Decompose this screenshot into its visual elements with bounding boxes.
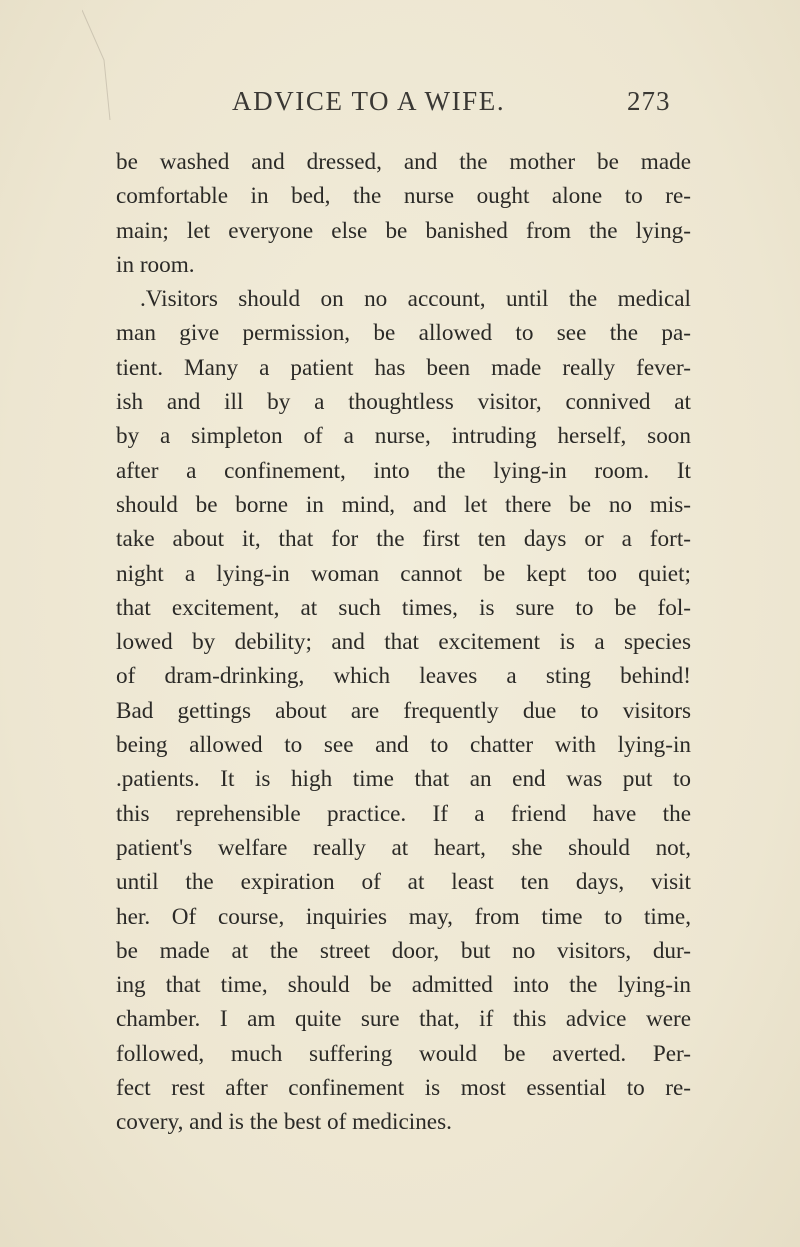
text-line: main; let everyone else be banished from the lying- [116,217,691,244]
text-line: tient. Many a patient has been made really fever- [116,354,691,381]
text-line: that excitement, at such times, is sure to be fol- [116,594,691,621]
text-line: should be borne in mind, and let there be no mis- [116,491,691,518]
text-line: by a simpleton of a nurse, intruding herself, soon [116,423,691,450]
text-line: her. Of course, inquiries may, from time to time, [116,903,691,930]
text-line: being allowed to see and to chatter with lying-in [116,732,691,759]
text-line: take about it, that for the first ten days or a fort- [116,526,691,553]
text-line: comfortable in bed, the nurse ought alone to re- [116,183,691,210]
text-line: lowed by debility; and that excitement is a species [116,629,691,656]
text-line: after a confinement, into the lying-in room. It [116,457,691,484]
text-line: in room. [116,251,195,278]
text-line: man give permission, be allowed to see the pa- [116,320,691,347]
text-line: chamber. I am quite sure that, if this advice were [116,1006,691,1033]
text-line: .Visitors should on no account, until the medical [140,286,691,313]
text-line: covery, and is the best of medicines. [116,1109,452,1136]
text-line: ing that time, should be admitted into the lying-in [116,972,691,999]
text-line: night a lying-in woman cannot be kept too quiet; [116,560,691,587]
text-line: this reprehensible practice. If a friend have the [116,800,691,827]
text-line: ish and ill by a thoughtless visitor, connived at [116,389,691,416]
text-line: Bad gettings about are frequently due to visitors [116,697,691,724]
text-line: fect rest after confinement is most essential to re- [116,1075,691,1102]
text-line: of dram-drinking, which leaves a sting behind! [116,663,691,690]
text-line: patient's welfare really at heart, she should not, [116,834,691,861]
body-text [116,145,691,1140]
running-title: ADVICE TO A WIFE. [232,86,506,116]
page-header [0,86,800,126]
page-number: 273 [627,86,671,116]
text-line: be made at the street door, but no visitors, dur- [116,937,691,964]
text-line: be washed and dressed, and the mother be made [116,149,691,175]
text-line: .patients. It is high time that an end was put to [116,766,691,793]
text-line: until the expiration of at least ten days, visit [116,869,691,896]
text-line: followed, much suffering would be averted. Per- [116,1040,691,1067]
